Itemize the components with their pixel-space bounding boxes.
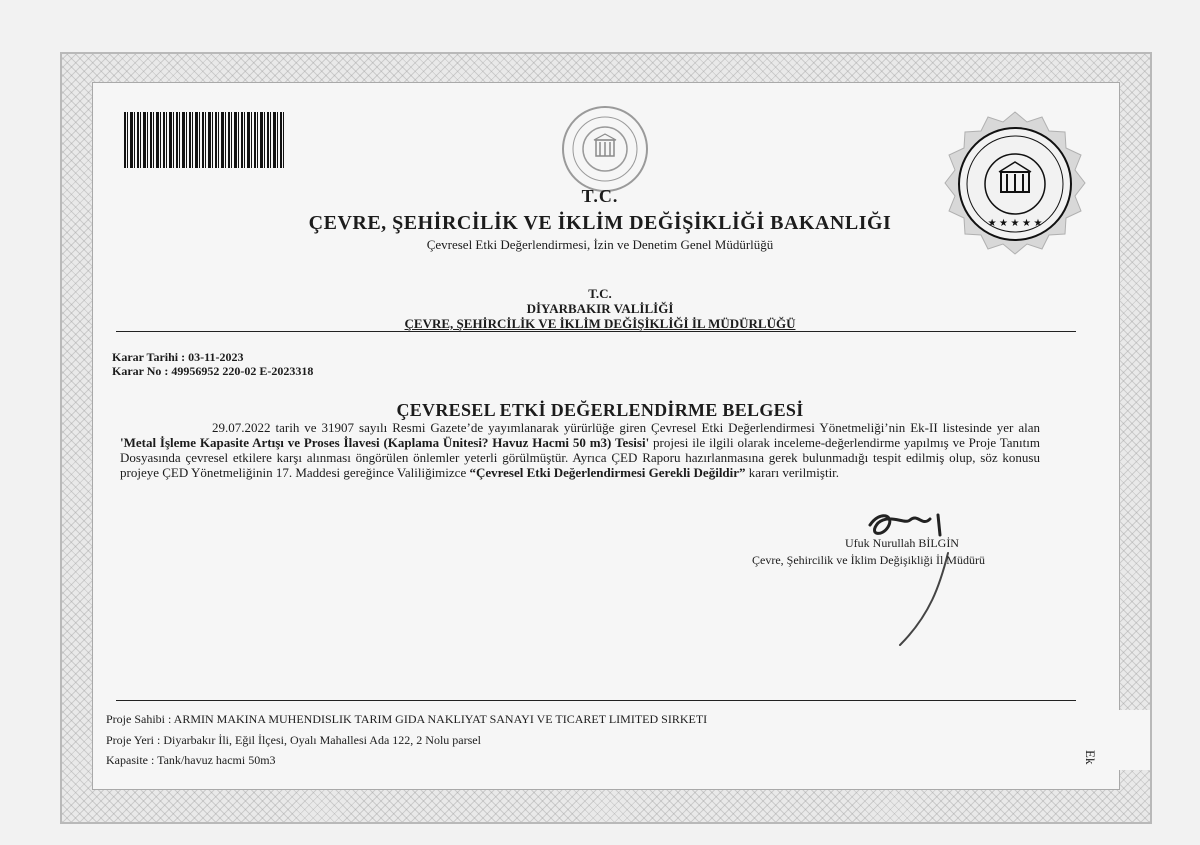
signer-name: Ufuk Nurullah BİLGİN (845, 536, 959, 550)
side-label: Ek (1083, 750, 1098, 765)
project-capacity: Kapasite : Tank/havuz hacmi 50m3 (106, 753, 276, 767)
document-body (120, 420, 1040, 480)
body-end: kararı verilmiştir. (745, 465, 840, 480)
decision-text: “Çevresel Etki Değerlendirmesi Gerekli Değildir” (469, 465, 746, 480)
project-location: Proje Yeri : Diyarbakır İli, Eğil İlçesi, Oyalı Mahallesi Ada 122, 2 Nolu parsel (106, 733, 481, 747)
ministry-title: ÇEVRE, ŞEHİRCİLİK VE İKLİM DEĞİŞİKLİĞİ BAKANLIĞI (308, 212, 892, 234)
project-name: 'Metal İşleme Kapasite Artışı ve Proses İlavesi (Kaplama Ünitesi? Havuz Hacmi 50 m3) Tesisi' (120, 435, 650, 450)
decision-number: Karar No : 49956952 220-02 E-2023318 (112, 364, 314, 378)
document-title: ÇEVRESEL ETKİ DEĞERLENDİRME BELGESİ (396, 400, 804, 420)
project-owner: Proje Sahibi : ARMIN MAKINA MUHENDISLIK TARIM GIDA NAKLIYAT SANAYI VE TICARET LIMITED SIRKETI (106, 712, 708, 726)
signature-icon (860, 505, 1010, 655)
svg-text:★ ★ ★ ★ ★: ★ ★ ★ ★ ★ (987, 218, 1043, 229)
body-intro: 29.07.2022 tarih ve 31907 sayılı Resmi Gazete’de yayımlanarak yürürlüğe giren Çevresel Etki Değerlendirmesi Yönetmeliği’nin Ek-II listesinde yer alan (212, 420, 1040, 435)
signer-title: Çevre, Şehircilik ve İklim Değişikliği İl Müdürü (752, 553, 985, 567)
header-divider (116, 331, 1076, 332)
footer-divider (116, 700, 1076, 701)
directorate-subtitle: Çevresel Etki Değerlendirmesi, İzin ve Denetim Genel Müdürlüğü (426, 237, 774, 252)
barcode-icon (124, 112, 286, 168)
body-middle: projesi ile ilgili olarak inceleme-değerlendirme yapılmış ve Proje Tanıtım Dosyasında çevresel etkilere karşı alınması öngörülen önlemler yeterli görülmüştür. Ayrıca ÇED Raporu hazırlanmasına gerek bulunmadığı tespit edilmiş olup, söz konusu projeye ÇED Yönetmeliğinin 17. Maddesi gereğince Valiliğimizce (120, 435, 1040, 480)
header-tc-secondary: T.C. (588, 286, 612, 301)
ministry-emblem-icon (560, 104, 650, 194)
governorship-title: DİYARBAKIR VALİLİĞİ (526, 301, 674, 316)
provincial-directorate-title: ÇEVRE, ŞEHİRCİLİK VE İKLİM DEĞİŞİKLİĞİ İL MÜDÜRLÜĞÜ (404, 316, 796, 331)
decision-date: Karar Tarihi : 03-11-2023 (112, 350, 244, 364)
header-tc: T.C. (581, 186, 619, 206)
